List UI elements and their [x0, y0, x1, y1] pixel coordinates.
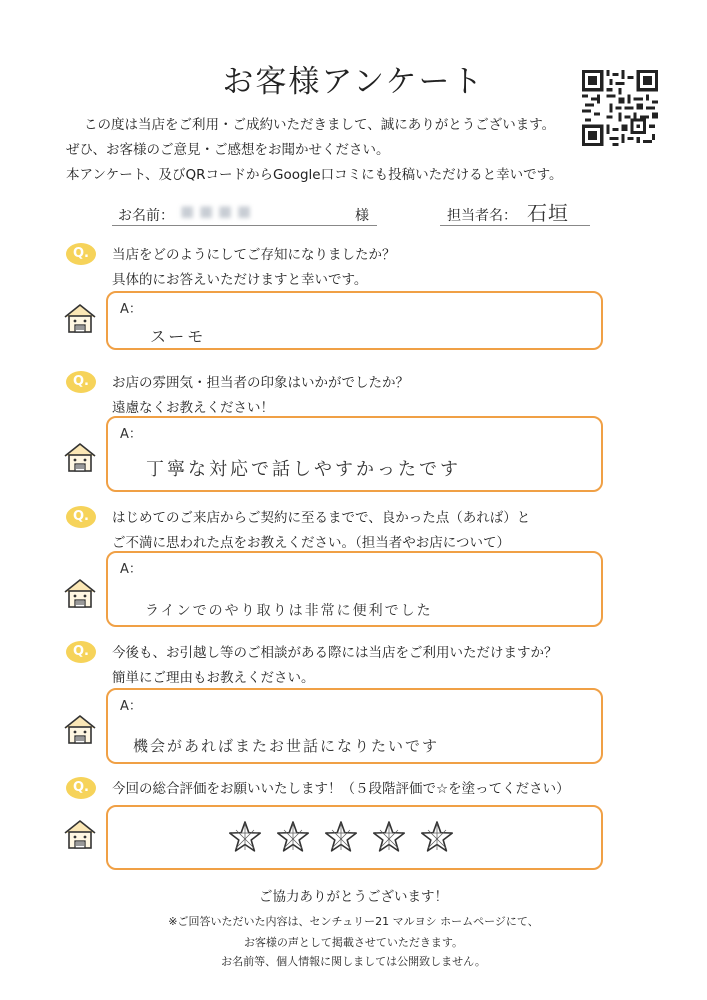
question-badge-5: Q.: [66, 777, 96, 799]
rating-stars[interactable]: [228, 820, 468, 854]
name-label: お名前：: [118, 208, 174, 224]
house-icon: [62, 713, 98, 745]
intro-line-2: ぜひ、お客様のご意見・ご感想をお聞かせください。: [66, 142, 390, 158]
star-icon[interactable]: [372, 820, 406, 854]
question-2-line-2: 遠慮なくお教えください！: [112, 400, 274, 416]
staff-underline: [440, 225, 590, 226]
house-icon: [62, 818, 98, 850]
staff-value: 石垣: [527, 201, 569, 225]
question-1-line-2: 具体的にお答えいただけますと幸いです。: [112, 272, 368, 288]
question-3-line-2: ご不満に思われた点をお教えください。（担当者やお店について）: [112, 535, 510, 551]
question-badge-3: Q.: [66, 506, 96, 528]
note-line-3: お名前等、個人情報に関しましては公開致しません。: [221, 955, 486, 968]
thanks-message: ご協力ありがとうございます！: [259, 889, 448, 905]
question-1-line-1: 当店をどのようにしてご存知になりましたか？: [112, 247, 396, 263]
answer-1-text: スーモ: [150, 327, 207, 346]
question-4-line-1: 今後も、お引越し等のご相談がある際には当店をご利用いただけますか？: [112, 645, 558, 661]
intro-line-1: この度は当店をご利用・ご成約いただきまして、誠にありがとうございます。: [84, 117, 556, 133]
name-underline: [112, 225, 377, 226]
name-suffix: 様: [355, 208, 369, 224]
answer-prefix-4: A：: [120, 699, 142, 714]
house-icon: [62, 577, 98, 609]
star-icon[interactable]: [276, 820, 310, 854]
note-line-2: お客様の声として掲載させていただきます。: [243, 936, 464, 949]
star-icon[interactable]: [420, 820, 454, 854]
star-icon[interactable]: [228, 820, 262, 854]
answer-prefix-2: A：: [120, 427, 142, 442]
answer-2-text: 丁寧な対応で話しやすかったです: [146, 459, 461, 480]
question-badge-2: Q.: [66, 371, 96, 393]
question-5-line-1: 今回の総合評価をお願いいたします！（５段階評価で☆を塗ってください）: [112, 781, 570, 797]
question-3-line-1: はじめてのご来店からご契約に至るまでで、良かった点（あれば）と: [112, 510, 531, 526]
answer-prefix-1: A：: [120, 302, 142, 317]
page-title: お客様アンケート: [222, 64, 485, 100]
question-4-line-2: 簡単にご理由もお教えください。: [112, 670, 315, 686]
note-line-1: ※ご回答いただいた内容は、センチュリー21 マルヨシ ホームページにて、: [168, 915, 539, 928]
question-2-line-1: お店の雰囲気・担当者の印象はいかがでしたか？: [112, 375, 409, 391]
house-icon: [62, 441, 98, 473]
answer-3-text: ラインでのやり取りは非常に便利でした: [145, 603, 433, 619]
answer-4-text: 機会があればまたお世話になりたいです: [133, 737, 440, 755]
answer-prefix-3: A：: [120, 562, 142, 577]
question-badge-1: Q.: [66, 243, 96, 265]
qr-code[interactable]: [582, 70, 658, 146]
question-badge-4: Q.: [66, 641, 96, 663]
name-value-redacted: ■ ■ ■ ■: [180, 202, 251, 220]
staff-label: 担当者名：: [447, 208, 517, 224]
house-icon: [62, 302, 98, 334]
star-icon[interactable]: [324, 820, 358, 854]
intro-line-3: 本アンケート、及びQRコードからGoogle口コミにも投稿いただけると幸いです。: [66, 167, 563, 183]
